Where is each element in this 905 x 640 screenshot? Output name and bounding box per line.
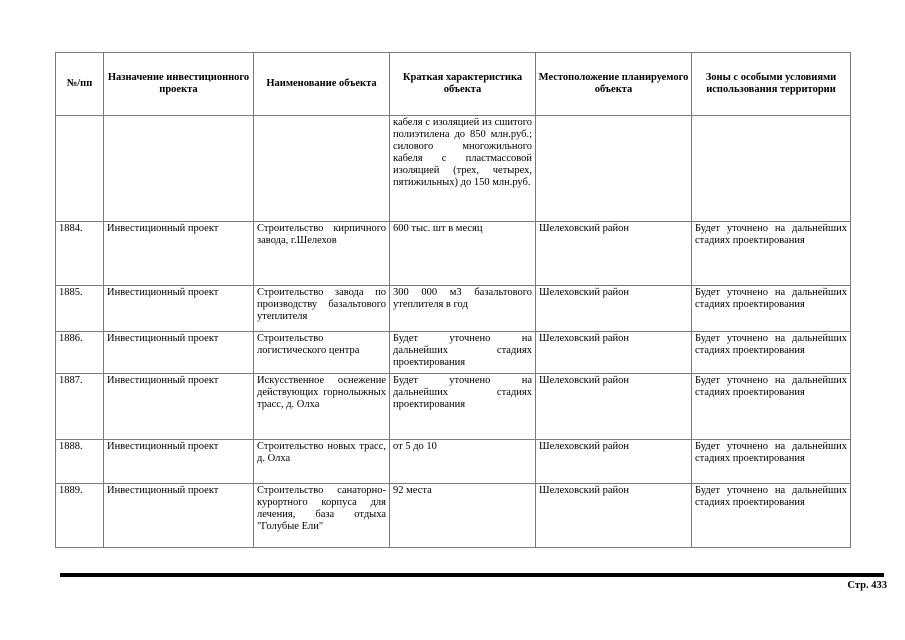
header-number: №/пп [56, 53, 104, 116]
cell-purpose: Инвестиционный проект [104, 222, 254, 286]
cell-description: Будет уточнено на дальнейших стадиях проектирования [390, 332, 536, 374]
page-number: Стр. 433 [847, 580, 887, 591]
cell-object-name: Строительство новых трасс, д. Олха [254, 440, 390, 484]
cell-description: от 5 до 10 [390, 440, 536, 484]
cell-object-name: Строительство завода по производству базальтового утеплителя [254, 286, 390, 332]
cell-number: 1889. [56, 484, 104, 548]
cell-number: 1884. [56, 222, 104, 286]
cell-number: 1885. [56, 286, 104, 332]
cell-description: 600 тыс. шт в месяц [390, 222, 536, 286]
header-object-name: Наименование объекта [254, 53, 390, 116]
cell-purpose: Инвестиционный проект [104, 440, 254, 484]
header-location: Местоположение планируемого объекта [536, 53, 692, 116]
cell-number: 1888. [56, 440, 104, 484]
cell-zones: Будет уточнено на дальнейших стадиях проектирования [692, 440, 851, 484]
cell-purpose: Инвестиционный проект [104, 286, 254, 332]
table-row [56, 222, 851, 286]
cell-object-name [254, 116, 390, 222]
table-row [56, 374, 851, 440]
cell-zones: Будет уточнено на дальнейших стадиях проектирования [692, 332, 851, 374]
cell-zones: Будет уточнено на дальнейших стадиях проектирования [692, 222, 851, 286]
cell-object-name: Строительство санаторно-курортного корпуса для лечения, база отдыха "Голубые Ели" [254, 484, 390, 548]
footer-divider [60, 573, 884, 577]
cell-purpose: Инвестиционный проект [104, 484, 254, 548]
cell-location: Шелеховский район [536, 222, 692, 286]
cell-location: Шелеховский район [536, 484, 692, 548]
table-row [56, 484, 851, 548]
cell-object-name: Искусственное оснежение действующих горнолыжных трасс, д. Олха [254, 374, 390, 440]
cell-number: 1886. [56, 332, 104, 374]
cell-description: Будет уточнено на дальнейших стадиях проектирования [390, 374, 536, 440]
cell-zones: Будет уточнено на дальнейших стадиях проектирования [692, 286, 851, 332]
cell-location: Шелеховский район [536, 374, 692, 440]
table-row [56, 332, 851, 374]
table-row-continuation [56, 116, 851, 222]
header-zones: Зоны с особыми условиями использования территории [692, 53, 851, 116]
cell-zones: Будет уточнено на дальнейших стадиях проектирования [692, 484, 851, 548]
cell-description: 92 места [390, 484, 536, 548]
cell-number: 1887. [56, 374, 104, 440]
cell-object-name: Строительство логистического центра [254, 332, 390, 374]
cell-location: Шелеховский район [536, 332, 692, 374]
cell-number [56, 116, 104, 222]
cell-purpose [104, 116, 254, 222]
cell-purpose: Инвестиционный проект [104, 332, 254, 374]
cell-description: 300 000 м3 базальтового утеплителя в год [390, 286, 536, 332]
header-purpose: Назначение инвестиционного проекта [104, 53, 254, 116]
cell-zones: Будет уточнено на дальнейших стадиях проектирования [692, 374, 851, 440]
header-description: Краткая характеристика объекта [390, 53, 536, 116]
cell-location: Шелеховский район [536, 286, 692, 332]
table-row [56, 440, 851, 484]
cell-location [536, 116, 692, 222]
table-row [56, 286, 851, 332]
cell-description: кабеля с изоляцией из сшитого полиэтилена до 850 млн.руб.; силового многожильного кабеля с пластмассовой изоляцией (трех, четырех, пятижильных) до 150 млн.руб. [390, 116, 536, 222]
table-header-row [56, 53, 851, 116]
investment-projects-table [55, 52, 851, 548]
cell-purpose: Инвестиционный проект [104, 374, 254, 440]
cell-zones [692, 116, 851, 222]
cell-location: Шелеховский район [536, 440, 692, 484]
cell-object-name: Строительство кирпичного завода, г.Шелехов [254, 222, 390, 286]
